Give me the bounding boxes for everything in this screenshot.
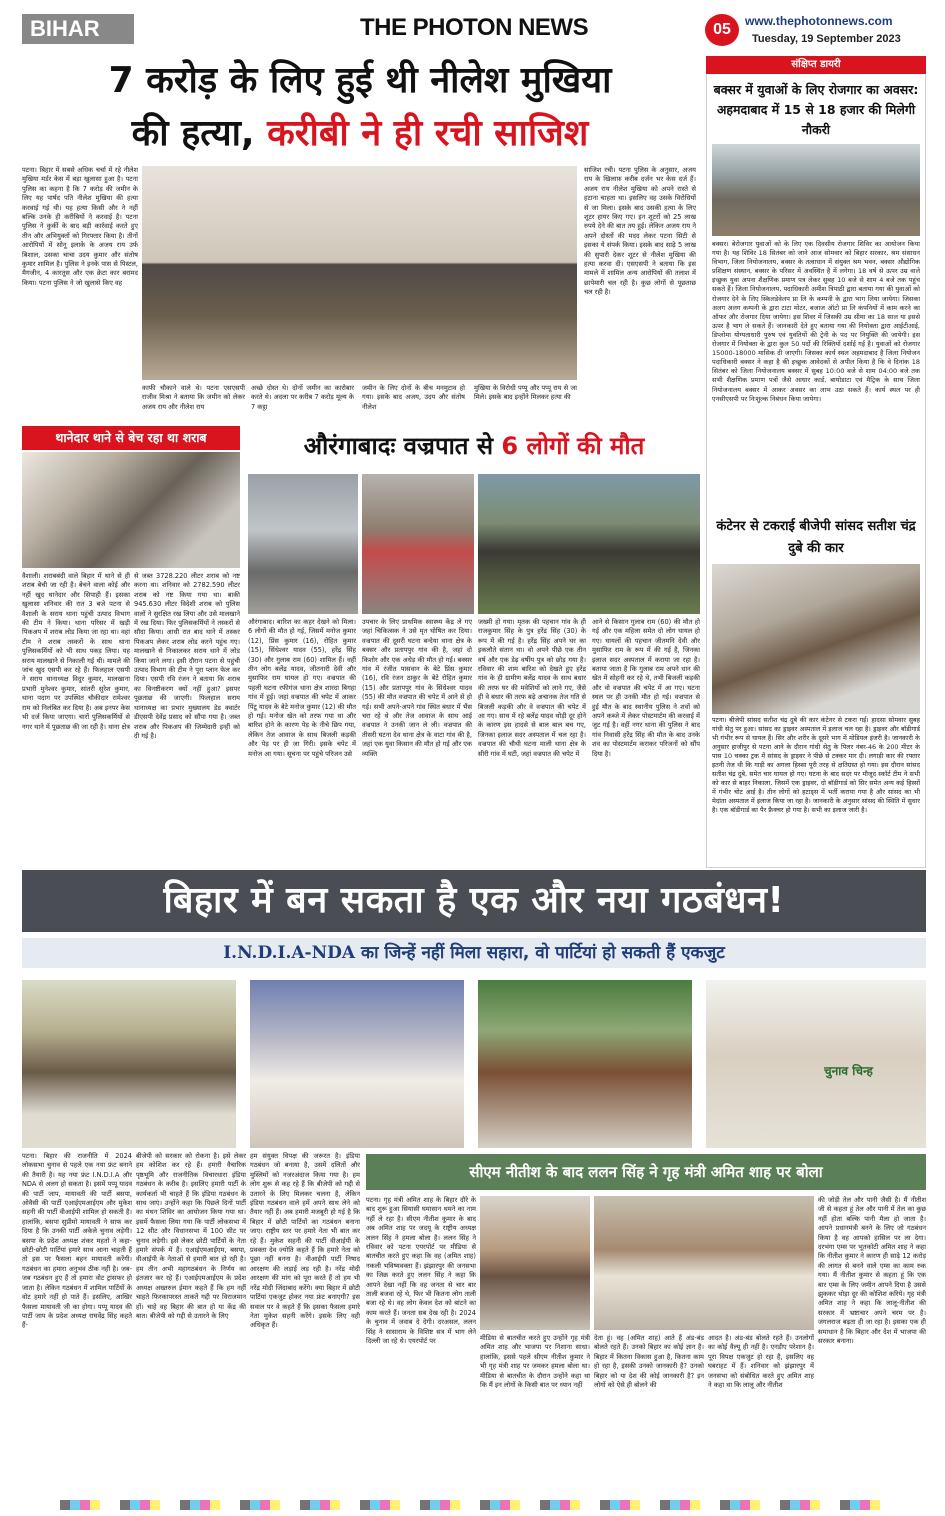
lightning-photo-1 [248,474,358,614]
lightning-column-4: आने से किसान गुलाब राम (60) की मौत हो गई और एक महिला समेत दो लोग घायल हो गए। घायलों की पहचान जीतमनि देवी और मुसाफिर राम के रूप में की गई है, जिनका इलाज सदर अस्पताल में कराया जा रहा है। बताया जाता है कि गुलाब राम अपने धान की खेत में सोहनी कर रहे थे, तभी बिजली कड़की और वो वज्रपात की चपेट में आ गए। घटना स्थल पर ही उनकी मौत हो गई। वज्रपात से हुई मौत के बाद स्थानीय पुलिस ने शवों को अपने कब्जे में लेकर पोस्टमार्टम की करवाई में जुट गई है। वहीं नगर थाना की पुलिस ने बाद गांव निवासी हरेंद्र सिंह की मौत के बाद उनके शव का पोस्टमार्टम कराकर परिजनों को सौंप दिया है। [592,618,700,758]
lead-headline-2b: करीबी ने ही रची साजिश [267,113,589,154]
alliance-sub-a: I.N.D.I.A-NDA [223,943,356,963]
lead-column-1: पटना। बिहार में सबसे अधिक चर्चा में रहे नीलेश मुखिया मर्डर केस में बड़ा खुलासा हुआ है। पटना पुलिस का कहना है कि 7 करोड़ की जमीन के लिए यह पार्षद पति नीलेश मुखिया की हत्या करवाई गई थी। यह हत्या किसी और ने नहीं बल्कि उनके ही करीबियों ने करवाई है। पटना पुलिस ने कुर्की के बाद बड़ी कार्रवाई करते हुए तीन और अभियुक्तों को गिरफ्तार किया है। तीनों आरोपियों में सोनू इलाके के अजय राय उर्फ बिशाल, उसका चाचा उदय कुमार और संतोष कुमार शामिल है। पुलिस ने इनके पास से पिस्टल, मैगजीन, 4 कारतूस और एक क्रेटा कार बरामद किया। पटना पुलिस ने जो खुलासे किए वह [22,166,138,287]
shah-column-right: की जोड़ी तेल और पानी जैसी है। मैं नीतीश जी से कहता हूं तेल और पानी में तेल का कुछ नहीं होता बल्कि पानी मैला हो जाता है। आपने प्रधानमंत्री बनने के लिए जो गठबंधन किया है वह आपको हासिल पर ला देगा। दरभंगा एम्स पर भूतकोटी अमित शाह ने कहा कि नीतीश कुमार ने कारण ही साढ़े 12 करोड़ की लागत से बनने वाले एम्स का काम रुक गया। मैं नीतीश कुमार से कहता हूं कि एक बार एम्स के लिए जमीन आपने दिया है उससे झुककर थोड़ा दूर की कोशिश करिये। गृह मंत्री अमित शाह ने कहा कि लालू-नीतीश की सरकार में भ्रष्टाचार अपने चरम पर है। जंगलराज बढ़ता ही जा रहा है। इसका एक ही समाधान है कि बिहार और देश में भाजपा की सरकार बनाना। [818,1196,926,1346]
shah-column-2: मीडिया से बातचीत करते हुए उन्होंने गृह मंत्री अमित शाह और भाजपा पर निशाना साधा। हालांकि, इससे पहले सीएम नीतीश कुमार ने भी गृह मंत्री शाह पर जमकर हमला बोला था। मीडिया से बातचीत के दौरान उन्होंने कहा था कि मैं इन लोगों के किसी बात पर ध्यान नहीं [480,1334,590,1390]
lightning-column-3: जख्मी हो गया। मृतक की पहचान गांव के ही राजकुमार सिंह के पुत्र हरेंद्र सिंह (30) के रूप में की गई है। हरेंद्र सिंह अपने घर का इकलौते संतान था। वो अपने पीछे एक तीन वर्ष और एक डेढ़ वर्षीय पुत्र को छोड़ गया है। रविवार की शाम बारिश को देखते हुए हरेंद्र गांव के ही ग्रामीण बलेंद्र यादव के साथ बधार की तरफ घर की मवेशियों को लाने गए, जैसे ही वे बधार की तरफ बढ़े अचानक तेज गति से बिजली कड़की और वे वज्रपात की चपेट में आ गए। साथ में रहे बलेंद्र यादव थोड़ी दूर होने के कारण इस हादसे से बाल बाल बच गए, जिनका इलाज सदर अस्पताल में चल रहा है। वज्रपात की चौथी घटना माली थाना क्षेत्र के सीरी गांव में घटी, जहां वज्रपात की चपेट में [478,618,586,758]
alliance-sub-b: का जिन्हें नहीं मिला सहारा, वो पार्टियां हो सकती हैं एकजुट [361,943,725,963]
page-number: 05 [705,14,739,46]
diary-photo-job-camp [712,144,920,236]
website-url: www.thephotonnews.com [745,14,893,28]
lightning-photo-2 [362,474,474,614]
diary-headline: बक्सर में युवाओं के लिए रोजगार का अवसर: अहमदाबाद में 15 से 18 हजार की मिलेगी नौकरी [713,82,919,137]
registration-strip [60,1500,880,1510]
alliance-photo-2 [250,980,464,1148]
alliance-photo-1 [22,980,236,1148]
liquor-column-1: वैशाली। शराबबंदी वाले बिहार में थाने से ही शराब बेची जा रही है। बेचने वाला कोई और नहीं खुद थानेदार और सिपाही हैं। इसका खुलासा शनिवार की रात 3 बजे पटना से वैशाली के सराय थाना पहुंची उत्पाद विभाग की टीम ने किया। थाना परिसर में खड़ी पिकअप में शराब लोड किया जा रहा था। वहां टीम ने शराब तस्करों के साथ थाना पुलिसकर्मियों को भी साथ पकड़ लिया। यह सराय मालखाने से निकाली गई थी। मामले की जांच खुद एसपी कर रहे हैं। फिलहाल एसपी ने सराय थानाध्यक्ष विदुर कुमार, मालखाना प्रभारी मुनेश्वर कुमार, सांतरी सुरेश कुमार, थाना पदाग पर उपस्थित चौकीदार रामेश्वर राम को निलंबित कर दिया है। अब इनपर केस भी दर्ज किया जाएगा। चारों पुलिसकर्मियों से नगर थाने में पूछताछ की जा रही है। थाना क्षेत्र [22,572,130,731]
shah-column-4: आदत है। अंड-बंड बोलते रहते हैं। उनलोगों का कोई वैल्यू ही नहीं है। एनडीए परेशान है। पूरा विपक्ष एकजुट हो रहा है, इसलिए वह घबराहट में हैं। शनिवार को झंझारपुर में जनसभा को संबोधित करते हुए अमित शाह ने कहा था कि लालू और नीतीश [708,1334,814,1390]
lead-column-bottom-4: मुखिया के विरोधी पप्पू और पप्पू राय से जा मिले। इसके बाद इन्होंने मिलकर हत्या की [474,384,577,402]
alliance-photo-4 [706,980,926,1148]
paper-name: THE PHOTON NEWS [360,14,589,41]
liquor-column-2: से जब्त 3728.220 लीटर शराब को नष्ट करना था। शनिवार को 2782.590 लीटर शराब को नष्ट किया गया था। बाकी 945.630 लीटर विदेशी शराब को पुलिस वालों ने सुरक्षित रख लिया और उसे मालखाने में रख दिया। फिर पुलिसकर्मियों ने तस्करों से सौदा किया। आधी रात बाद थाने में तस्कर पिकअप लेकर शराब लोड करने पहुंच गए। मालखाने से निकालकर सराय थाने में लोड किया जाने लगा। इसी दौरान पटना से पहुंची उत्पाद विभाग की टीम ने पूरा प्लान फेल कर दिया। एसपी रवि रंजन ने बताया कि शराब का विनष्टीकरण क्यों नहीं हुआ? इसपर पूछताछ की जाएगी। फिलहाल सराय थानाध्यक्ष का प्रभार मुख्यालय डेड क्वार्टर डीएसपी देवेंद्र प्रसाद को सौंपा गया है। जब्त शराब और पिकअप की जिम्मेदारी इन्हीं को दी गई है। [134,572,240,740]
issue-date: Tuesday, 19 September 2023 [752,33,901,45]
liquor-headline: थानेदार थाने से बेच रहा था शराब [22,426,240,450]
lightning-headline [246,424,702,468]
shah-photo-2 [594,1196,814,1330]
shah-column-1: पटना। गृह मंत्री अमित शाह के बिहार दौरे के बाद शुरू हुआ सियासी घमासान थमने का नाम नहीं ले रहा है। सीएम नीतीश कुमार के बाद अब अमित शाह पर जदयू के राष्ट्रीय अध्यक्ष ललन सिंह ने हमला बोला है। ललन सिंह ने रविवार को पटना एयरपोर्ट पर मीडिया से बातचीत करते हुए कहा कि वह (अमित शाह) नकली भविष्यवक्ता हैं। झंझारपुर की जनसभा का जिक्र करते हुए ललन सिंह ने कहा कि आपने देखा नहीं कि वह जनता से चार बार ताली बजवा रहे थे, फिर भी कितना लोग ताली बजा रहे थे। वह लोग केवल देश को बांटने का काम करते हैं। जनता सब देख रही है। 2024 के चुनाव में जवाब दे देगी। दरअसल, ललन सिंह ने सासाराम के विशिष्ट सत्र में भाग लेने दिल्ली जा रहे थे। एयरपोर्ट पर [366,1196,476,1346]
alliance-banner: बिहार में बन सकता है एक और नया गठबंधन! [22,870,926,932]
masthead [0,0,945,50]
shah-headline: सीएम नीतीश के बाद ललन सिंह ने गृह मंत्री अमित शाह पर बोला [366,1154,926,1190]
mp-story-photo [712,564,920,714]
mp-story-headline: कंटेनर से टकराई बीजेपी सांसद सतीश चंद्र दुबे की कार [716,519,916,556]
alliance-column-1: पटना। बिहार की राजनीति में 2024 लोकसभा चुनाव से पहले एक नया फ्रंट बनाने की तैयारी है। यह नया फ्रंट I.N.D.I.A और NDA से अलग हो सकता है। इसमें पप्पू यादव की पार्टी जाप, मायावती की पार्टी बसपा, ओवैसी की पार्टी एआईएमआईएम और मुकेश सहनी की पार्टी वीआईपी शामिल हो सकती है। हालांकि, बसपा सुप्रीमो मायावती ने साफ कर दिया है कि उनकी पार्टी अकेले चुनाव लड़ेगी। बसपा के प्रदेश अध्यक्ष शंकर महतो ने कहा- छोटी-छोटी पार्टियां हमारे साथ आना चाहती हैं तो इस पर फैसला बहन मायावती करेंगी। गठबंधन का हमारा अनुभव ठीक नहीं है। जब-जब गठबंधन हुए हैं तो हमारा वोट ट्रांसफर हो जाता है। लेकिन गठबंधन में शामिल पार्टियों के वोट हमारे नहीं हो पाते हैं। इसलिए, आखिर फैसला मायावती जी का होगा। पप्पू यादव की पार्टी जाप के प्रदेश अध्यक्ष राघवेंद्र सिंह कहते हैं- [22,1152,132,1330]
mp-story-body: पटना। बीजेपी सांसद सतीश चंद्र दुबे की कार कंटेनर से टकरा गई। हादसा सोमवार सुबह गांधी सेतु पर हुआ। सांसद का ड्राइवर अस्पताल में इलाज चल रहा है। ड्राइवर और बॉडीगार्ड भी गंभीर रूप से घायल हैं। सिर और शरीर के दूसरे भाग में मोडियल इंजरी है। जानकारी के अनुसार हाजीपुर से पटना आने के दौरान गांधी सेतु के पिलर नंबर-46 के 200 मीटर के पास 10 चक्का ट्रक में सांसद के ड्राइवर ने पीछे से टक्कर मार दी। लगाड़ी कार की रफ्तार इतनी तेज थी कि गाड़ी का अगला हिस्सा पूरी तरह से क्षतिग्रस्त हो गया। इस दौरान सांसद सतीश चंद्र दुबे, समेत चार घायल हो गए। घटना के बाद सदर पर मौजूद स्कॉर्ट टीम ने सभी को कार से बाहर निकाला, जिसमें एक ड्राइवर, दो बॉडीगार्ड को सिर समेत अन्य कई हिस्सों में गंभीर चोट आई है। तीन लोगों को हटाड्स में भर्ती कराया गया है और सांसद का भी मेदांता अस्पताल में इलाज किया जा रहा है। जानकारी के अनुसार सांसद की स्थिति में सुधार है। एक बॉडीगार्ड का पैर फ्रैक्चर हो गया है। सभी का इलाज जारी है। [712,716,920,814]
lead-headline-2a: की हत्या, [131,113,255,154]
liquor-photo [22,452,240,568]
shah-column-3: देता हूं। वह (अमित शाह) आते हैं अंड-बंड बोलते रहते हैं। उनको बिहार का कोई ज्ञान है। बिहार में कितना विकास हुआ है, कितना काम हो रहा है, इसकी उनको जानकारी है? उनको बिहार को या देश की कोई जानकारी है? इन लोगों को ऐसे ही बोलने की [594,1334,704,1390]
lightning-column-2: उपचार के लिए प्राथमिक स्वास्थ्य केंद्र ले गए जहां चिकित्सक ने उसे मृत घोषित कर दिया। वज्रपात की दूसरी घटना बन्देया थाना क्षेत्र के बक्सर और प्रतापपुर गांव की है, जहां दो किशोर और एक अधेड़ की मौत हो गई। बक्सर गांव में रंजीत पासवान के बेटे प्रिंस कुमार (16), रवि रंजन ठाकुर के बेटे रोहित कुमार (15) और प्रतापपुर गांव के सिंधेश्वर यादव (55) की मौत वज्रपात की चपेट में आने से हो गई। सभी अपने-अपने गांव स्थित बधार में भैंस चरा रहे थे और तेज आवाज के साथ आई वज्रपात ने उनकी जान ले ली। वज्रपात की तीसरी घटना देव थाना क्षेत्र के वाटा गांव की है, जहां एक युवा किसान की मौत हो गई और एक व्यक्ति [362,618,472,758]
diary-label: संक्षिप्त डायरी [706,56,926,74]
lightning-headline-b: 6 लोगों की मौत [501,432,645,460]
shah-photo-1 [480,1196,590,1330]
lead-headline-1: 7 करोड़ के लिए हुई थी नीलेश मुखिया [108,60,612,101]
lead-column-right: साजिश रची। पटना पुलिस के अनुसार, अजय राय के खिलाफ़ करीब दर्जन भर केस दर्ज हैं। अजय राय नीलेश मुखिया को अपने रास्ते से हटाना चाहता था। इसलिए वह उसके विरोधियों से जा मिला। इसके बाद उसकी हत्या के लिए शूटर हायर किए गए। इन शूटरों को 25 लाख रुपये देने की बात तय हुई। लेकिन अजय राय ने अपने दोस्तों की मदद लेकर पटना सिटी से इसका ये संपर्क किया। इसके बाद साढ़े 5 लाख की सुपारी देकर शूटर से नीलेश मुखिया की हत्या करवा दी। एसएसपी ने बताया कि इस मामले में शामिल अन्य आरोपियों की तलाश में छापेमारी चल रही है। कुछ लोगों से पूछताछ चल रही है। [584,166,696,297]
diary-body: बक्सर। बेरोजगार युवाओं को के लिए एक दिवसीय रोजगार शिविर का आयोजन किया गया है। यह शिविर 18 सितंबर को जाने आज सोमवार को बिहार सरकार, श्रम संसाधन विभाग, जिला नियोजनालय, बक्सर के तत्वाधान में संयुक्त श्रम भवन, बक्सर औद्योगिक प्रशिक्षण संस्थान, बक्सर के परिसर में अवस्थित है में लगेगा। 18 वर्ष से ऊपर उम्र वाले इच्छुक युवा अपना शैक्षणिक प्रमाण पत्र लेकर सुबह 10 बजे से शाम 4 बजे तक पहुंच सकते हैं। जिला नियोजनालय, पदाधिकारी अमीश त्रिपाठी द्वारा बताया गया की युवाओं को रोजगार देने के लिए स्किलडेवेलप प्रा लि के कम्पनी के द्वारा भाग लिया जायेगा। जिसका अलग अलग कम्पनी के द्वारा टाटा मोटर, बजाज ऑटो प्रा लि कंपनियों में काम करने का ऑफर और रोजगार दिया जायेगा। इस शिवर में जिसकी उम्र सीमा का 18 साल या इससे ऊपर है भाग ले सकते हैं। जानकारी देते हुए बताया गया की नियोक्ता द्वारा आईटीआई, डिप्लोमा योग्यताधारी पुरुष एवं युवतियों की ट्रेनी के पद पर नियुक्ति की जायेगी। इस रोजगार में नियोक्ता के द्वारा कुल 50 पदों की रिक्तियों दर्शाई गई है। युवाओं को रोजगार 15000-18000 मासिक दी जाएगी। जिसका कार्य स्थल अहमदाबाद है जिला नियोजन पदाधिकारी बक्सर ने कहा है की इच्छुक आवेदकों से अपील किया है कि वे दिनांक 18 सितंबर को जिला नियोजनालय बक्सर में सुबह 10:00 बजे से शाम 04:00 बजे तक सभी शैक्षणिक प्रमाण पत्रों जैसे आधार कार्ड, बायोडाटा एवं मैट्रिक के साथ जिला नियोजनालय बक्सर में आकर अवसर का लाभ उठा सकते हैं। कार्य स्थल पर ही एनसीएसपी पर निःशुल्क निबंधन किया जायेगा। [712,240,920,403]
lightning-photo-3 [478,474,700,614]
lead-photo-police-press [142,166,577,380]
alliance-column-2: बीजेपी को सरकार को रोकना है। इसे लेकर हम कोशिश कर रहे हैं। हमारी वैचारिक पृष्ठभूमि और राजनीतिक विचारधारा इंडिया गठबंधन के करीब है। इसलिए हमारी पार्टी के कार्यकर्ता भी चाहते हैं कि इंडिया गठबंधन के साथ जाएं। उन्होंने कहा कि पिछले दिनों पार्टी का मंथन शिविर का आयोजन किया गया था। इसमें फैसला लिया गया कि पार्टी लोकसभा में 12 सीट और विधानसभा में 100 सीट पर चुनाव लड़ेगी। इसे लेकर छोटी पार्टियों के नेता हमारे संपर्क में हैं। एआईएमआईएम, बसपा, वीआईपी के नेताओं से हमारी बात हो रही है। हम तीन अभी महागठबंधन के निर्णय का इंतजार कर रहे हैं। एआईएमआईएम के प्रदेश अध्यक्ष अख्तरुल ईमान कहते हैं कि हम नहीं चाहते फिरकापरस्त ताकतें गद्दी पर विराजमान हों। चाहे वह बिहार की बात हो या केंद्र की बात। बीजेपी को गद्दी से उतारने के लिए [136,1152,246,1320]
lead-headline-2 [20,108,700,162]
lightning-headline-a: औरंगाबादः वज्रपात से [303,432,494,460]
alliance-photo-4-sign: चुनाव चिन्ह [824,1064,873,1078]
lead-column-bottom-2: अच्छे दोस्त थे। दोनों जमीन का कारोबार करते थे। अदला पर करीब 7 करोड़ मूल्य के 7 कट्ठा [251,384,354,411]
alliance-photo-3 [478,980,692,1148]
lightning-column-1: औरंगाबाद। बारिश का कहर देखने को मिला। 6 लोगों की मौत हो गई, जिसमें मनोज कुमार (12), प्रिंस कुमार (16), रोहित कुमार (15), सिंधेश्वर यादव (55), हरेंद्र सिंह (30) और गुलाब राम (60) शामिल हैं। वहीं तीन लोग बलेंद्र यादव, जीतनारी देवी और मुसाफिर राम घायल हो गए। वज्रपात की पहली घटना रफीगंज थाना क्षेत्र शारदा बिगहा गांव में हुई। जहां वज्रपात की चपेट में आकर पिंटू यादव के बेटे मनोज कुमार (12) की मौत हो गई। मनोज खेत को तरफ गया था और बारिश होने के कारण पेड़ के नीचे छिप गया, लेकिन तेज आवाज के साथ बिजली कड़की और पेड़ पर ही जा गिरी। इसके चपेट में मनोज आ गया। सूचना पर पहुंचे परिजन उसे [248,618,356,758]
lead-column-bottom-1: काफी चौकाने वाले थे। पटना एसएसपी राजीव मिश्रा ने बताया कि जमीन को लेकर अजय राय और नीलेश राय [142,384,245,411]
alliance-column-3: हम संयुक्त विपक्ष की जरूरत है। इंडिया गठबंधन जो बनाया है, उसमें दलितों और मुस्लिमों को नजरअंदाज किया गया है। हम लोग शुरू से कह रहे हैं कि बीजेपी को गद्दी से उतारने के लिए मिलकर चलना है, लेकिन इंडिया गठबंधन वाले हमें अपने साथ लेने को तैयार नहीं हैं। अब हमारी मजबूरी हो गई है कि बिहार में छोटी पार्टियों का गठबंधन बनाना जाए। राष्ट्रीय स्तर पर हमारे नेता भी बात कर रहे हैं। मुकेश सहनी की पार्टी वीआईपी के प्रवक्ता देव ज्योति कहते हैं कि हमारे नेता को पूछा नहीं बनना है। वीआईपी पार्टी निषाद आरक्षण की लड़ाई लड़ रही है। नरेंद्र मोदी आरक्षण की मांग को पूरा करते हैं तो हम भी नरेंद्र मोदी जिंदाबाद करेंगे। क्या बिहार में छोटी पार्टियां एकजुट होकर नया फ्रंट बनाएगी? इस सवाल पर वे कहते हैं कि इसका फैसला हमारे नेता मुकेश सहनी करेंगे। इसके लिए वही अधिकृत हैं। [250,1152,360,1330]
lead-column-bottom-3: जमीन के लिए दोनों के बीच मनमुटाव हो गया। इसके बाद अजय, उदय और संतोष नीलेश [362,384,465,411]
alliance-subheadline [22,938,926,968]
section-label: BIHAR [22,14,134,44]
